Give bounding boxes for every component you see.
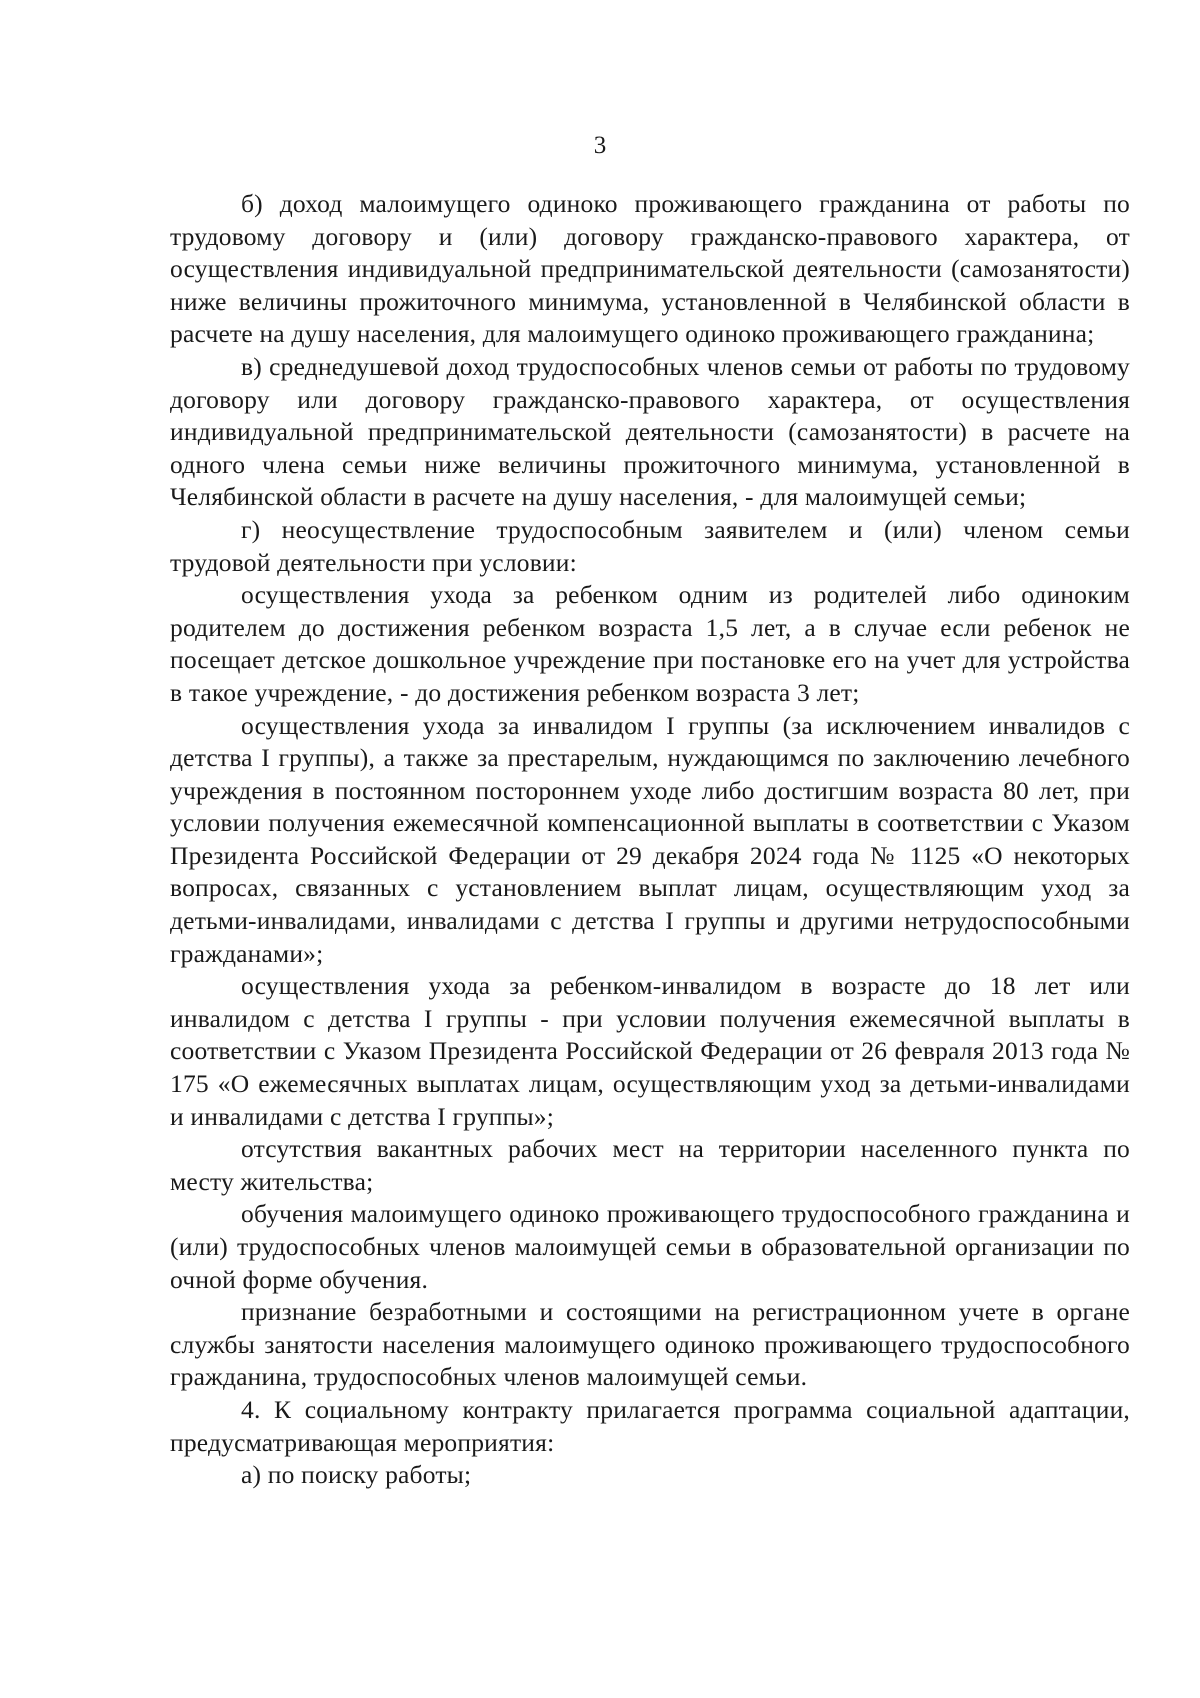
- document-body: [170, 188, 1130, 1492]
- paragraph-a-job-search: а) по поиску работы;: [241, 1460, 472, 1490]
- paragraph-disabled-child-care: осуществления ухода за ребенком-инвалидом в возрасте до 18 лет или инвалидом с детства I группы - при условии получения ежемесячной выплаты в соответствии с Указом Президента Российской Федерации от 26 февраля 2013 года № 175 «О ежемесячных выплатах лицам, осуществляющим уход за детьми-инвалидами и инвалидами с детства I группы»;: [170, 971, 1130, 1131]
- paragraph-b-income-single: б) доход малоимущего одиноко проживающего гражданина от работы по трудовому договору и (или) договору гражданско-правового характера, от осуществления индивидуальной предпринимательской деятельности (самозанятости) ниже величины прожиточного минимума, установленной в Челябинской области в расчете на душу населения, для малоимущего одиноко проживающего гражданина;: [170, 189, 1130, 349]
- paragraph-no-vacancies: отсутствия вакантных рабочих мест на территории населенного пункта по месту жительства;: [170, 1134, 1130, 1196]
- paragraph-disabled-care: осуществления ухода за инвалидом I группы (за исключением инвалидов с детства I группы), а также за престарелым, нуждающимся по заключению лечебного учреждения в постоянном постороннем уходе либо достигшим возраста 80 лет, при условии получения ежемесячной компенсационной выплаты в соответствии с Указом Президента Российской Федерации от 29 декабря 2024 года № 1125 «О некоторых вопросах, связанных с установлением выплат лицам, осуществляющим уход за детьми-инвалидами, инвалидами с детства I группы и другими нетрудоспособными гражданами»;: [170, 710, 1130, 968]
- paragraph-4-adaptation-program: 4. К социальному контракту прилагается программа социальной адаптации, предусматривающая мероприятия:: [170, 1394, 1130, 1457]
- paragraph-full-time-study: обучения малоимущего одиноко проживающего трудоспособного гражданина и (или) трудоспособных членов малоимущей семьи в образовательной организации по очной форме обучения.: [170, 1199, 1130, 1294]
- page-number: 3: [593, 132, 607, 159]
- paragraph-g-no-employment: г) неосуществление трудоспособным заявителем и (или) членом семьи трудовой деятельности при условии:: [170, 514, 1130, 577]
- paragraph-unemployed-registration: признание безработными и состоящими на регистрационном учете в органе службы занятости населения малоимущего одиноко проживающего трудоспособного гражданина, трудоспособных членов малоимущей семьи.: [170, 1297, 1130, 1392]
- paragraph-v-income-family: в) среднедушевой доход трудоспособных членов семьи от работы по трудовому договору или договору гражданско-правового характера, от осуществления индивидуальной предпринимательской деятельности (самозанятости) в расчете на одного члена семьи ниже величины прожиточного минимума, установленной в Челябинской области в расчете на душу населения, - для малоимущей семьи;: [170, 351, 1130, 512]
- paragraph-child-care: осуществления ухода за ребенком одним из родителей либо одиноким родителем до достижения ребенком возраста 1,5 лет, а в случае если ребенок не посещает детское дошкольное учреждение при постановке его на учет для устройства в такое учреждение, - до достижения ребенком возраста 3 лет;: [170, 580, 1130, 707]
